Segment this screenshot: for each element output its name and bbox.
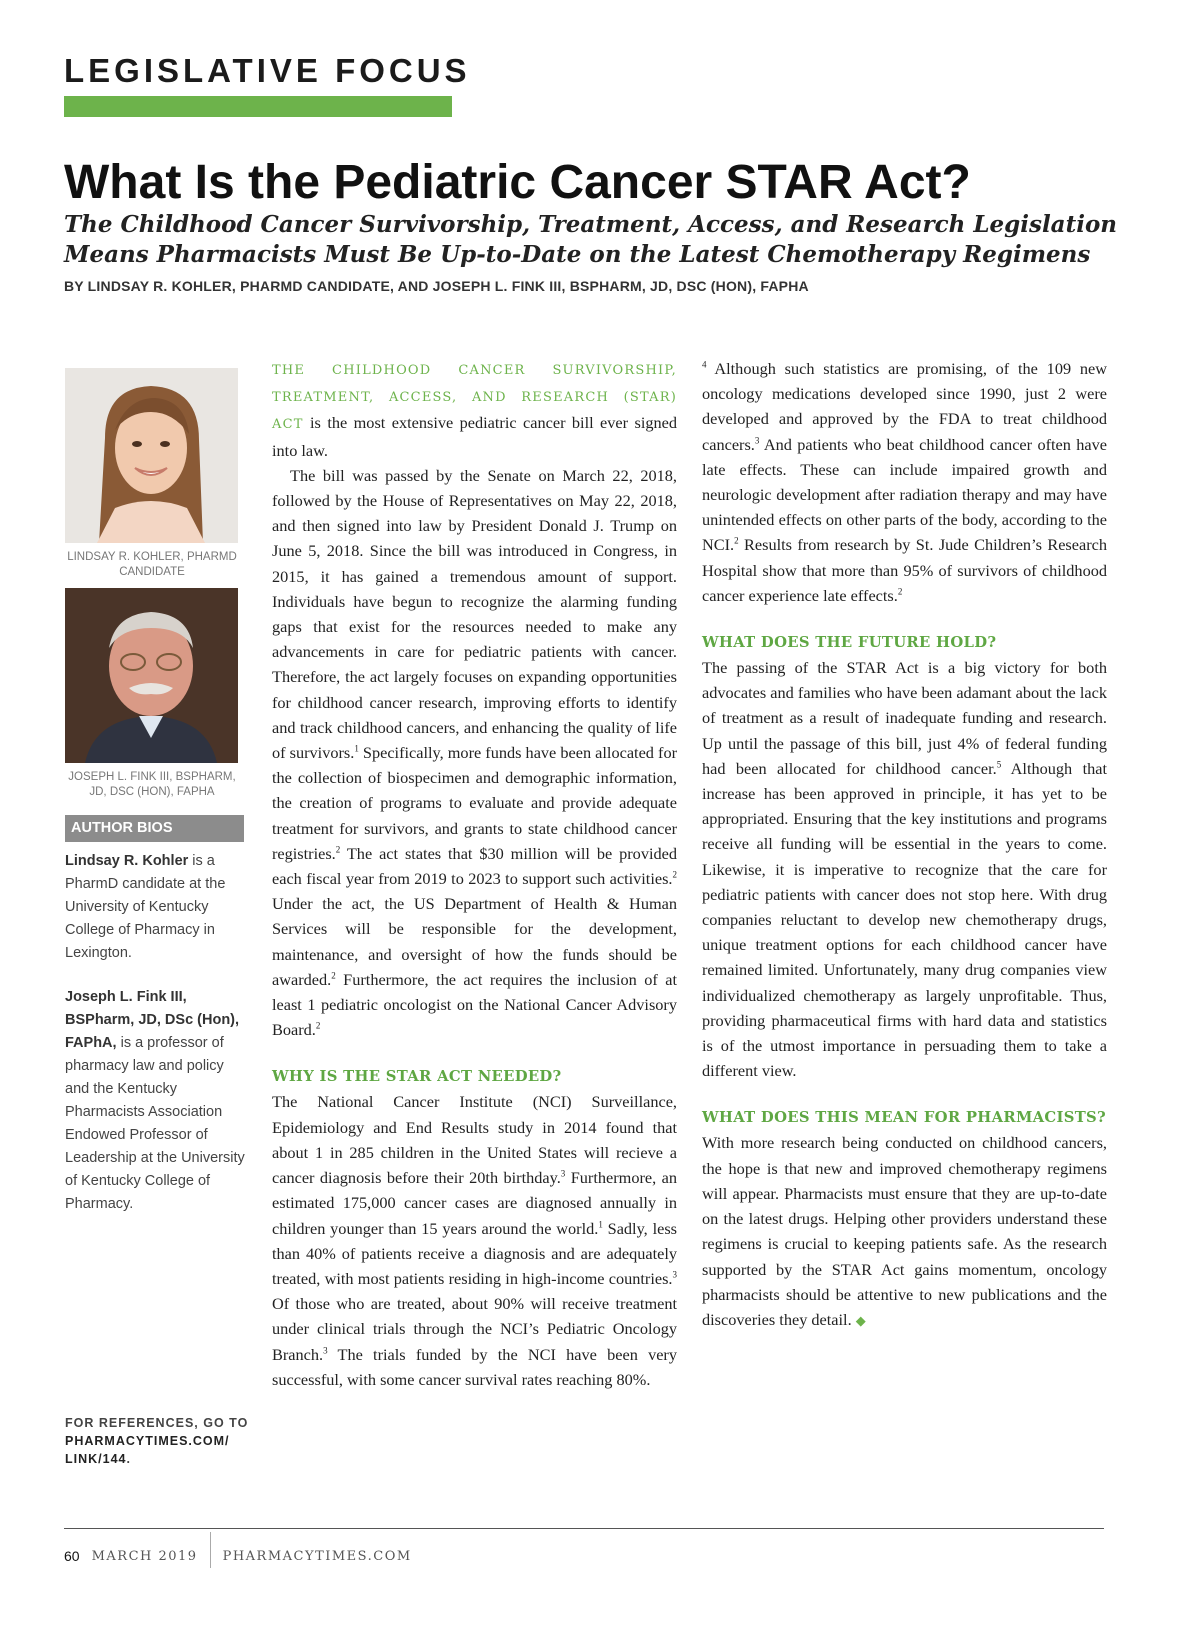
footnote-ref: 1 <box>598 1219 603 1230</box>
article-column-1 <box>272 356 677 1392</box>
footnote-ref: 2 <box>331 970 336 981</box>
bio-name: Lindsay R. Kohler <box>65 853 189 869</box>
text: Of those who are treated, about 90% will receive treatment under clinical trials through the NCI’s Pediatric Oncology Branch. <box>272 1294 677 1364</box>
footnote-ref: 2 <box>335 844 341 855</box>
author-photo-kohler <box>65 368 238 543</box>
page-number: 60 <box>64 1548 80 1564</box>
bio-kohler <box>65 850 245 965</box>
page-footer <box>64 1545 412 1567</box>
footnote-ref: 3 <box>560 1168 566 1179</box>
text: Results from research by St. Jude Children’s Research Hospital show that more than 95% of survivors of childhood cancer experience late effects. <box>702 535 1107 605</box>
lede-paragraph <box>272 356 677 463</box>
footnote-ref: 2 <box>897 586 903 597</box>
text: Under the act, the US Department of Health & Human Services will be responsible for the development, maintenance, and oversight of how the funds should be awarded. <box>272 894 677 989</box>
text: Furthermore, an estimated 175,000 cancer cases are diagnosed annually in children younger than 15 years around the world. <box>272 1168 677 1238</box>
references-link[interactable]: PHARMACYTIMES.COM/ LINK/144 <box>65 1434 230 1466</box>
section-label: LEGISLATIVE FOCUS <box>64 52 471 89</box>
body-paragraph <box>272 1089 677 1391</box>
byline: BY LINDSAY R. KOHLER, PHARMD CANDIDATE, AND JOSEPH L. FINK III, BSPHARM, JD, DSC (HON), FAPHA <box>64 278 809 294</box>
author-bios-heading: AUTHOR BIOS <box>65 815 244 842</box>
text: The passing of the STAR Act is a big victory for both advocates and families who have been adamant about the lack of treatment as a result of inadequate funding and research. Up until the passage of this bill, just 4% of federal funding had been allocated for childhood cancer. <box>702 658 1107 778</box>
text: And patients who beat childhood cancer often have late effects. These can include impaired growth and neurologic development after radiation therapy and may have unintended effects on other parts of the body, according to the NCI. <box>702 434 1107 555</box>
photo-caption-fink: JOSEPH L. FINK III, BSPHARM, JD, DSC (HON), FAPHA <box>68 771 236 798</box>
text: The National Cancer Institute (NCI) Surveillance, Epidemiology and End Results study in 2014 found that about 1 in 285 children in the United States will recieve a cancer diagnosis before their 20th birthday. <box>272 1092 677 1188</box>
references-note <box>65 1414 265 1468</box>
bio-text: is a professor of pharmacy law and policy and the Kentucky Pharmacists Association Endowed Professor of Leadership at the University of Kentucky College of Pharmacy. <box>65 1035 245 1212</box>
references-period: . <box>126 1452 131 1466</box>
text: The trials funded by the NCI have been very successful, with some cancer survival rates reaching 80%. <box>272 1344 677 1389</box>
footnote-ref: 4 <box>702 359 707 370</box>
text: The act states that $30 million will be provided each fiscal year from 2019 to 2023 to support such activities. <box>272 843 677 889</box>
footnote-ref: 2 <box>734 536 739 546</box>
end-mark-icon: ◆ <box>855 1312 866 1328</box>
bio-name: Joseph L. Fink III, BSPharm, JD, DSc (Hon), FAPhA, <box>65 989 240 1051</box>
article-column-2 <box>702 356 1107 1333</box>
text: Although such statistics are promising, of the 109 new oncology medications developed since 1990, just 2 were developed and approved by the FDA to treat childhood cancers. <box>702 359 1107 454</box>
footnote-ref: 3 <box>754 435 760 446</box>
bio-text: is a PharmD candidate at the University of Kentucky College of Pharmacy in Lexington. <box>65 853 226 961</box>
lede-caps: THE CHILDHOOD CANCER SURVIVORSHIP, TREATMENT, ACCESS, AND RESEARCH (STAR) ACT <box>272 363 677 433</box>
photo-caption-kohler: LINDSAY R. KOHLER, PHARMD CANDIDATE <box>67 551 237 578</box>
article-subtitle: The Childhood Cancer Survivorship, Treatment, Access, and Research Legislation Means Pharmacists Must Be Up-to-Date on the Latest Chemotherapy Regimens <box>64 211 1118 268</box>
footer-rule <box>64 1528 1104 1529</box>
text: Although that increase has been approved in principle, it has yet to be appropriated. Ensuring that the key institutions and programs receive all funding will be essential in the years to come. Likewise, it is imperative to recognize that the care for pediatric patients with cancer does not stop here. With drug companies reluctant to develop new chemotherapy drugs, unique treatment options for each childhood cancer have remained limited. Unfortunately, many drug companies view individualized chemotherapy as largely unprofitable. Thus, providing pharmaceutical firms with hard data and statistics is of the utmost importance in persuading them to take a different view. <box>702 758 1107 1081</box>
references-label: FOR REFERENCES, GO TO <box>65 1416 249 1430</box>
footnote-ref: 3 <box>672 1269 677 1280</box>
text: Specifically, more funds have been allocated for the collection of biospecimen and demographic information, the creation of programs to evaluate and provide adequate treatment for survivors, and grants to state childhood cancer registries. <box>272 743 678 863</box>
bio-fink <box>65 986 245 1216</box>
lede-text: is the most extensive pediatric cancer bill ever signed into law. <box>272 413 677 460</box>
footnote-ref: 5 <box>996 759 1002 770</box>
section-heading-why: WHY IS THE STAR ACT NEEDED? <box>272 1068 562 1086</box>
text: With more research being conducted on childhood cancers, the hope is that new and improved chemotherapy regimens will appear. Pharmacists must ensure that they are up-to-date on the latest drugs. Helping other providers understand these regimens is crucial to keeping patients safe. As the research supported by the STAR Act gains momentum, oncology pharmacists should be attentive to new publications and the discoveries they detail. <box>702 1133 1107 1329</box>
text: Furthermore, the act requires the inclusion of at least 1 pediatric oncologist on the National Cancer Advisory Board. <box>272 969 677 1040</box>
article-title: What Is the Pediatric Cancer STAR Act? <box>64 156 971 209</box>
body-paragraph-continued <box>702 356 1107 608</box>
site-name: PHARMACYTIMES.COM <box>222 1548 412 1564</box>
body-paragraph <box>702 655 1107 1083</box>
author-photo-fink <box>65 588 238 763</box>
footer-divider <box>210 1532 211 1568</box>
section-accent-bar <box>64 96 452 117</box>
footnote-ref: 2 <box>672 869 677 880</box>
text: Sadly, less than 40% of patients receive a diagnosis and are adequately treated, with most patients residing in high-income countries. <box>272 1218 677 1288</box>
text: The bill was passed by the Senate on March 22, 2018, followed by the House of Representatives on May 22, 2018, and then signed into law by President Donald J. Trump on June 5, 2018. Since the bill was introduced in Congress, in 2015, it has gained a tremendous amount of support. Individuals have begun to recognize the alarming funding gaps that exist for the resources needed to make any advancements in care for pediatric patients with cancer. Therefore, the act largely focuses on expanding opportunities for childhood cancer research, improving efforts to identify and track childhood cancers, and enhancing the quality of life of survivors. <box>272 465 677 763</box>
footnote-ref: 2 <box>315 1020 321 1031</box>
section-heading-pharmacists: WHAT DOES THIS MEAN FOR PHARMACISTS? <box>702 1109 1106 1127</box>
section-heading-future: WHAT DOES THE FUTURE HOLD? <box>702 634 997 652</box>
body-paragraph <box>272 463 677 1043</box>
footnote-ref: 3 <box>323 1345 328 1356</box>
body-paragraph <box>702 1130 1107 1333</box>
footnote-ref: 1 <box>354 743 359 754</box>
issue-date: MARCH 2019 <box>91 1548 198 1564</box>
